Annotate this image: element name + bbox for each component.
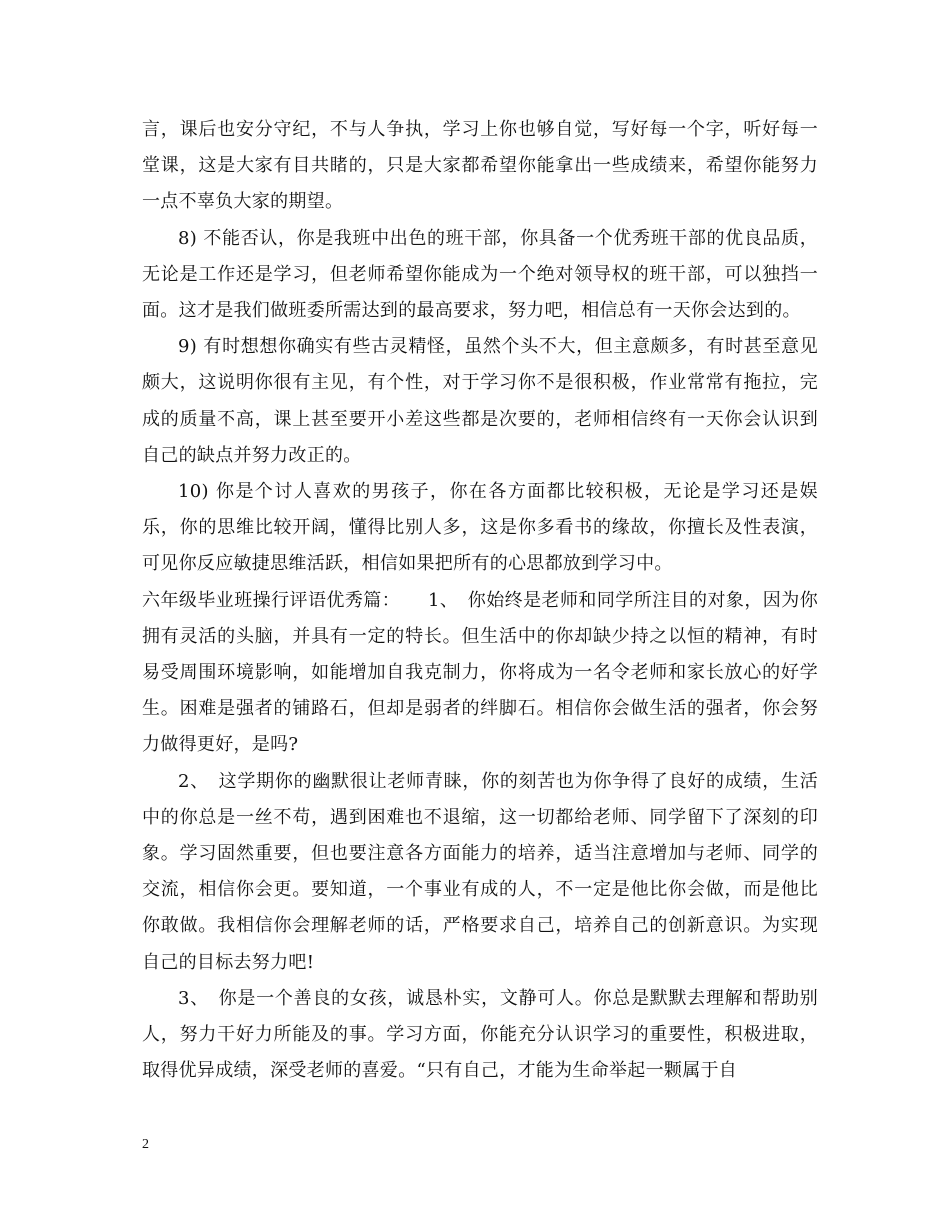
paragraph-comment-10: 10) 你是个讨人喜欢的男孩子，你在各方面都比较积极，无论是学习还是娱乐，你的思维比较开阔，懂得比别人多，这是你多看书的缘故，你擅长及性表演，可见你反应敏捷思维活跃，相信如果把所有的心思都放到学习中。	[142, 481, 818, 575]
page-number: 2	[142, 1137, 149, 1152]
paragraph-section-heading-comment-1: 六年级毕业班操行评语优秀篇： 1、 你始终是老师和同学所注目的对象，因为你拥有灵活的头脑，并具有一定的特长。但生活中的你却缺少持之以恒的精神，有时易受周围环境影响，如能增加自我克制力，你将成为一名令老师和家长放心的好学生。困难是强者的铺路石，但却是弱者的绊脚石。相信你会做生活的强者，你会努力做得更好，是吗?	[142, 589, 818, 756]
paragraph-comment-3: 3、 你是一个善良的女孩，诚恳朴实，文静可人。你总是默默去理解和帮助别人，努力干好力所能及的事。学习方面，你能充分认识学习的重要性，积极进取，取得优异成绩，深受老师的喜爱。“只有自己，才能为生命举起一颗属于自	[142, 987, 818, 1082]
document-body	[142, 112, 818, 1089]
paragraph-comment-9: 9) 有时想想你确实有些古灵精怪，虽然个头不大，但主意颇多，有时甚至意见颇大，这说明你很有主见，有个性，对于学习你不是很积极，作业常常有拖拉，完成的质量不高，课上甚至要开小差这些都是次要的，老师相信终有一天你会认识到自己的缺点并努力改正的。	[142, 336, 818, 466]
paragraph-continuation: 言，课后也安分守纪，不与人争执，学习上你也够自觉，写好每一个字，听好每一堂课，这是大家有目共睹的，只是大家都希望你能拿出一些成绩来，希望你能努力一点不辜负大家的期望。	[142, 119, 818, 213]
paragraph-comment-2: 2、 这学期你的幽默很让老师青睐，你的刻苦也为你争得了良好的成绩，生活中的你总是一丝不苟，遇到困难也不退缩，这一切都给老师、同学留下了深刻的印象。学习固然重要，但也要注意各方面能力的培养，适当注意增加与老师、同学的交流，相信你会更。要知道，一个事业有成的人，不一定是他比你会做，而是他比你敢做。我相信你会理解老师的话，严格要求自己，培养自己的创新意识。为实现自己的目标去努力吧!	[142, 770, 818, 973]
paragraph-comment-8: 8) 不能否认，你是我班中出色的班干部，你具备一个优秀班干部的优良品质，无论是工作还是学习，但老师希望你能成为一个绝对领导权的班干部，可以独挡一面。这才是我们做班委所需达到的最高要求，努力吧，相信总有一天你会达到的。	[142, 227, 818, 322]
